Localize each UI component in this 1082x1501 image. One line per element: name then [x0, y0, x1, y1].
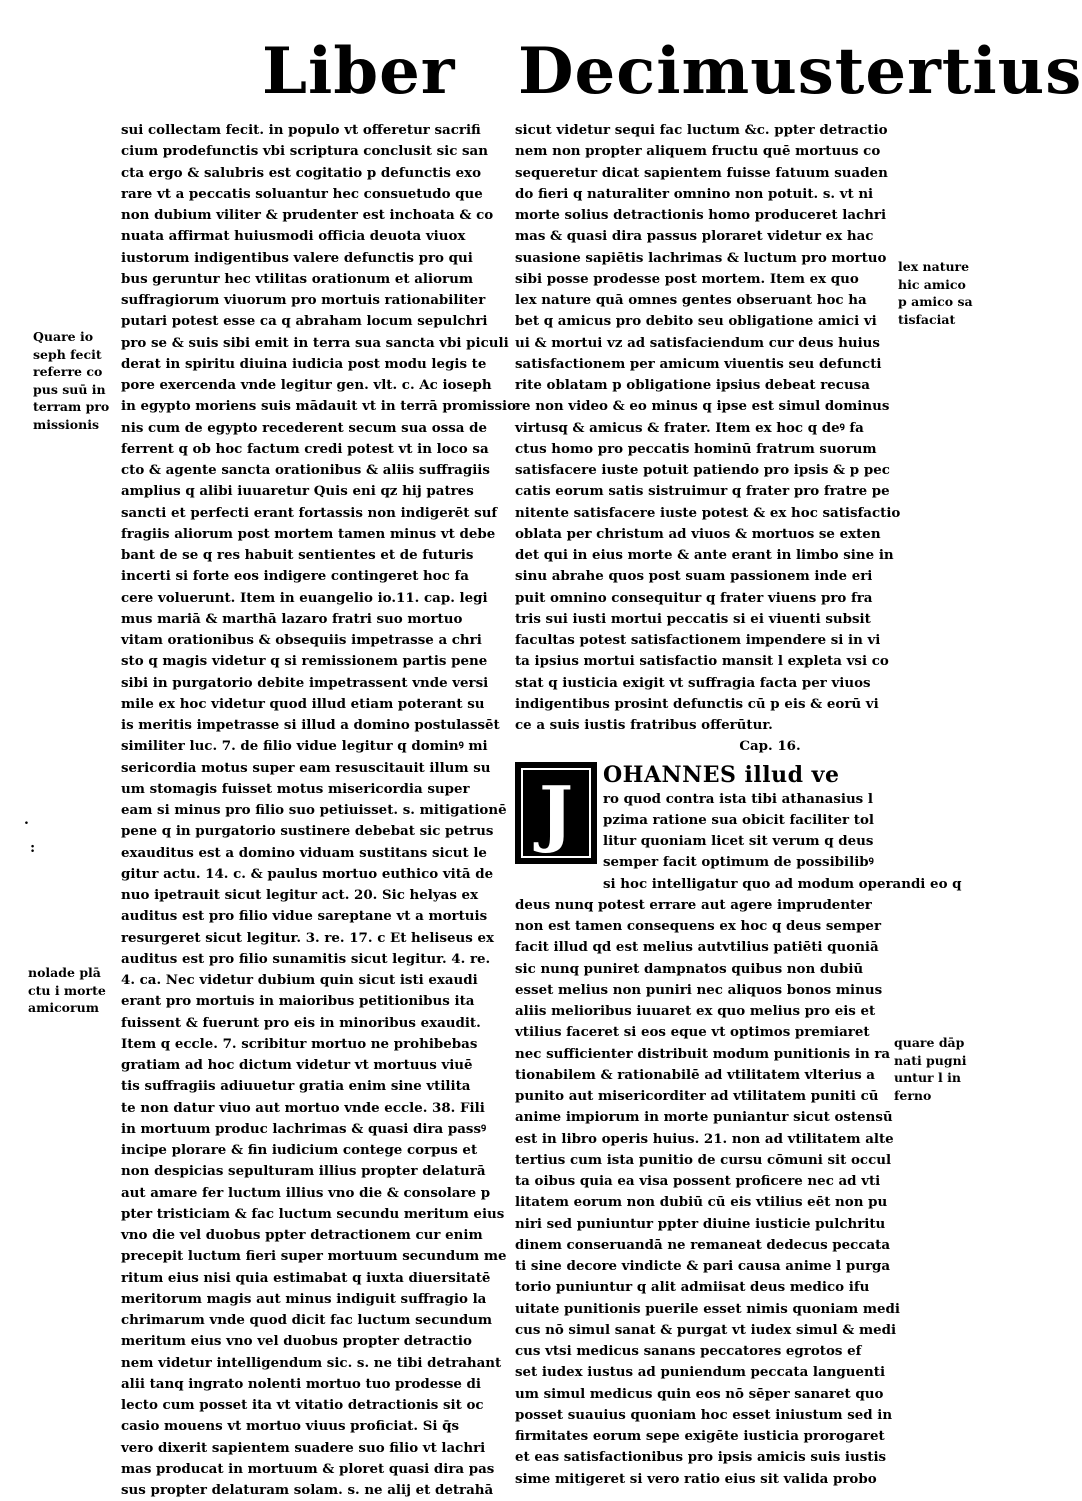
text-line: ui & mortui vz ad satisfaciendum cur deus huius: [515, 334, 880, 351]
text-line: cta ergo & salubris est cogitatio p defunctis exo: [121, 164, 482, 181]
text-line: missionis: [33, 416, 100, 432]
text-line: amicorum: [28, 1000, 99, 1015]
text-line: nem non propter aliquem fructu quē mortuus co: [515, 143, 881, 160]
text-line: pore exercenda vnde legitur gen. vlt. c. Ac ioseph: [121, 377, 492, 393]
text-line: sime mitigeret si vero ratio eius sit valida probo: [515, 1470, 877, 1487]
text-line: lecto cum posset ita vt vitatio detractionis sit oc: [121, 1397, 484, 1413]
text-line: litatem eorum non dubiū cū eis vtilius eēt non pu: [515, 1194, 888, 1211]
text-line: sancti et perfecti erant fortassis non indigerēt suf: [121, 504, 498, 521]
text-line: sinu abrahe quos post suam passionem inde eri: [515, 568, 873, 585]
text-line: sibi posse prodesse post mortem. Item ex quo: [515, 270, 859, 287]
text-line: tris sui iusti mortui peccatis si ei viuenti subsit: [515, 610, 871, 627]
text-line: litur quoniam licet sit verum q deus: [603, 833, 874, 849]
text-line: est in libro operis huius. 21. non ad vtilitatem alte: [515, 1130, 894, 1147]
text-line: ctu i morte: [28, 982, 106, 998]
text-line: firmitates eorum sepe exigēte iusticia prorogaret: [515, 1428, 885, 1444]
text-line: referre co: [33, 364, 103, 379]
text-line: uitate punitionis puerile esset nimis quoniam medi: [515, 1300, 900, 1317]
text-line: nuo ipetrauit sicut legitur act. 20. Sic helyas ex: [121, 887, 479, 903]
text-line: bant de se q res habuit sentientes et de futuris: [121, 547, 474, 563]
text-line: virtusq & amicus & frater. Item ex hoc q deꝰ fa: [515, 419, 864, 436]
text-line: p amico sa: [898, 294, 973, 309]
text-line: bet q amicus pro debito seu obligatione amici vi: [515, 313, 877, 330]
text-line: det qui in eius morte & ante erant in limbo sine in: [515, 547, 894, 563]
text-line: fragiis aliorum post mortem tamen minus vt debe: [121, 525, 496, 542]
text-line: ritum eius nisi quia estimabat q iuxta diuersitatē: [121, 1269, 491, 1286]
text-line: re non video & eo minus q ipse est simul dominus: [515, 398, 890, 415]
initial-adjacent-lines: [603, 762, 962, 895]
text-line: niri sed puniuntur ppter diuine iusticie pulchritu: [515, 1215, 886, 1232]
text-line: vitam orationibus & obsequiis impetrasse a chri: [121, 632, 482, 648]
text-line: sto q magis videtur q si remissionem partis pene: [121, 653, 488, 670]
text-line: auditus est pro filio vidue sareptane vt a mortuis: [121, 908, 488, 925]
text-line: Quare io: [33, 329, 94, 344]
text-line: tis suffragiis adiuuetur gratia enim sine vtilita: [121, 1078, 471, 1095]
text-line: torio puniuntur q alit admiisat deus medico ifu: [515, 1279, 870, 1296]
text-line: sequeretur dicat sapientem fuisse fatuum suaden: [515, 164, 888, 181]
text-line: et eas satisfactionibus pro ipsis amicis suis iustis: [515, 1449, 887, 1466]
text-line: non est tamen consequens ex hoc q deus semper: [515, 918, 882, 934]
text-line: satisfacere iuste potuit patiendo pro ipsis & p pec: [515, 462, 890, 478]
text-line: pus suū in: [33, 381, 106, 397]
running-head-left: Liber: [262, 34, 456, 109]
text-line: sicut videtur sequi fac luctum &c. ppter detractio: [515, 122, 888, 138]
text-line: lex nature quā omnes gentes obseruant hoc ha: [515, 292, 867, 308]
text-line: nitente satisfacere iuste potest & ex hoc satisfactio: [515, 504, 901, 521]
text-line: cere voluerunt. Item in euangelio io.11. cap. legi: [121, 589, 488, 606]
text-line: aut amare fer luctum illius vno die & consolare p: [121, 1184, 491, 1201]
text-line: hic amico: [898, 276, 966, 292]
text-line: cus vtsi medicus sanans peccatores egrotos ef: [515, 1343, 862, 1359]
text-line: ta ipsius mortui satisfactio mansit l expleta vsi co: [515, 653, 889, 670]
text-line: puit omnino consequitur q frater viuens pro fra: [515, 589, 873, 606]
text-line: incipe plorare & fin iudicium contege corpus et: [121, 1142, 478, 1158]
text-line: meritum eius vno vel duobus propter detractio: [121, 1333, 472, 1350]
text-line: ti sine decore vindicte & pari causa anime l purga: [515, 1258, 891, 1274]
text-line: nem videtur intelligendum sic. s. ne tibi detrahant: [121, 1354, 502, 1371]
text-line: esset melius non puniri nec aliquos bonos minus: [515, 981, 883, 998]
text-line: pene q in purgatorio sustinere debebat sic petrus: [121, 823, 494, 840]
text-line: nec sufficienter distribuit modum punitionis in ra: [515, 1045, 891, 1062]
text-line: facultas potest satisfactionem impendere si in vi: [515, 632, 881, 648]
text-line: untur l in: [894, 1070, 961, 1085]
text-line: incerti si forte eos indigere contingeret hoc fa: [121, 568, 469, 585]
text-line: tertius cum ista punitio de cursu cōmuni sit occul: [515, 1151, 892, 1168]
text-line: vno die vel duobus ppter detractionem cur enim: [121, 1227, 483, 1243]
text-line: deus nunq potest errare aut agere imprudenter: [515, 896, 872, 913]
text-line: um stomagis fuisset motus misericordia super: [121, 780, 470, 797]
text-line: aliis melioribus iuuaret ex quo melius pro eis et: [515, 1003, 876, 1019]
text-line: suasione sapiētis lachrimas & luctum pro mortuo: [515, 249, 887, 266]
text-line: is meritis impetrasse si illud a domino postulassēt: [121, 717, 500, 733]
right-column-top-text: [515, 120, 901, 736]
decorated-initial: J: [515, 762, 597, 864]
text-line: sic nunq puniret dampnatos quibus non dubiū: [515, 960, 864, 977]
text-line: 4. ca. Nec videtur dubium quin sicut isti exaudi: [121, 972, 478, 988]
text-line: pter tristiciam & fac luctum secundu meritum eius: [121, 1205, 505, 1222]
text-line: indigentibus prosint defunctis cū p eis & eorū vi: [515, 695, 879, 712]
text-line: ta oibus quia ea visa possent proficere nec ad vti: [515, 1173, 881, 1189]
text-line: cto & agente sancta orationibus & aliis suffragiis: [121, 462, 490, 478]
text-line: ctus homo pro peccatis hominū fratrum suorum: [515, 440, 877, 457]
text-line: vero dixerit sapientem suadere suo filio vt lachri: [121, 1439, 486, 1456]
text-line: nuata affirmat huiusmodi officia deuota viuox: [121, 228, 466, 245]
text-line: ce a suis iustis fratribus offerūtur.: [515, 717, 773, 733]
text-line: erant pro mortuis in maioribus petitionibus ita: [121, 993, 475, 1010]
text-line: vtilius faceret si eos eque vt optimos premiaret: [515, 1024, 870, 1041]
text-line: bus geruntur hec vtilitas orationum et aliorum: [121, 270, 473, 287]
text-line: fuissent & fuerunt pro eis in minoribus exaudit.: [121, 1014, 481, 1031]
text-line: in egypto moriens suis mādauit vt in terrā promissio: [121, 398, 517, 415]
text-line: morte solius detractionis homo produceret lachri: [515, 207, 887, 223]
text-line: catis eorum satis sistruimur q frater pro fratre pe: [515, 483, 890, 500]
text-line: te non datur viuo aut mortuo vnde eccle. 38. Fili: [121, 1099, 485, 1116]
marginal-note-right-1: [898, 258, 973, 328]
margin-mark: .: [24, 812, 29, 828]
marginal-note-left-2: [28, 964, 106, 1017]
text-line: exauditus est a domino viduam sustitans sicut le: [121, 844, 487, 861]
text-line: dinem conseruandā ne remaneat dedecus peccata: [515, 1236, 891, 1253]
text-line: terram pro: [33, 399, 110, 414]
text-line: resurgeret sicut legitur. 3. re. 17. c Et heliseus ex: [121, 929, 494, 946]
text-line: non despicias sepulturam illius propter delaturā: [121, 1163, 486, 1180]
chapter-opening: [515, 761, 962, 895]
text-line: sui collectam fecit. in populo vt offeretur sacrifi: [121, 122, 481, 138]
text-line: Item q eccle. 7. scribitur mortuo ne prohibebas: [121, 1035, 478, 1052]
right-column-bottom-text: [515, 895, 900, 1490]
text-line: chrimarum vnde quod dicit fac luctum secundum: [121, 1312, 493, 1328]
running-head-right: Decimustertius: [518, 34, 1082, 109]
text-line: eam si minus pro filio suo petiuisset. s. mitigationē: [121, 802, 507, 818]
text-line: do fieri q naturaliter omnino non potuit. s. vt ni: [515, 185, 874, 202]
text-line: cium prodefunctis vbi scriptura conclusit sic san: [121, 143, 488, 160]
text-line: ferno: [894, 1087, 932, 1103]
text-line: sus propter delaturam solam. s. ne alij et detrahā: [121, 1482, 494, 1498]
text-line: pzima ratione sua obicit faciliter tol: [603, 811, 874, 828]
text-line: cus nō simul sanat & purgat vt iudex simul & medi: [515, 1321, 897, 1338]
text-line: seph fecit: [33, 346, 102, 362]
text-line: rite oblatam p obligatione ipsius debeat recusa: [515, 377, 870, 393]
text-line: facit illud qd est melius autvtilius patiēti quoniā: [515, 939, 879, 956]
margin-mark: :: [30, 840, 36, 856]
text-line: oblata per christum ad viuos & mortuos se exten: [515, 525, 881, 542]
text-line: non dubium viliter & prudenter est inchoata & co: [121, 207, 494, 223]
text-line: iustorum indigentibus valere defunctis pro qui: [121, 249, 473, 266]
text-line: amplius q alibi iuuaretur Quis eni qz hij patres: [121, 483, 474, 500]
text-line: semper facit optimum de possibilibꝰ: [603, 854, 874, 871]
marginal-note-right-2: [894, 1034, 966, 1104]
text-line: OHANNES illud ve: [603, 761, 840, 788]
text-line: in mortuum produc lachrimas & quasi dira passꝰ: [121, 1120, 487, 1137]
text-line: sericordia motus super eam resuscitauit illum su: [121, 759, 491, 776]
text-line: um simul medicus quin eos nō sēper sanaret quo: [515, 1385, 884, 1402]
text-line: pro se & suis sibi emit in terra sua sancta vbi piculi: [121, 334, 509, 351]
text-line: rare vt a peccatis soluantur hec consuetudo que: [121, 185, 483, 202]
text-line: lex nature: [898, 259, 970, 274]
text-line: precepit luctum fieri super mortuum secundum me: [121, 1248, 507, 1265]
text-line: gitur actu. 14. c. & paulus mortuo euthico vitā de: [121, 865, 494, 882]
text-line: stat q iusticia exigit vt suffragia facta per viuos: [515, 674, 871, 691]
text-line: mile ex hoc videtur quod illud etiam poterant su: [121, 695, 485, 712]
text-line: suffragiorum viuorum pro mortuis rationabiliter: [121, 292, 486, 308]
text-line: si hoc intelligatur quo ad modum operandi eo q: [603, 875, 962, 892]
text-line: nis cum de egypto recederent secum sua ossa de: [121, 419, 487, 436]
text-line: punito aut misericorditer ad vtilitatem puniti cū: [515, 1088, 879, 1104]
text-line: putari potest esse ca q abraham locum sepulchri: [121, 313, 488, 330]
text-line: similiter luc. 7. de filio vidue legitur q dominꝰ mi: [121, 738, 488, 755]
text-line: nolade plā: [28, 965, 101, 980]
text-line: mas producat in mortuum & ploret quasi dira pas: [121, 1460, 495, 1477]
text-line: posset suauius quoniam hoc esset iniustum sed in: [515, 1406, 893, 1423]
text-line: casio mouens vt mortuo viuus proficiat. Si q̄s: [121, 1418, 460, 1435]
text-line: alii tanq ingrato nolenti mortuo tuo prodesse di: [121, 1375, 481, 1392]
text-line: sibi in purgatorio debite impetrassent vnde versi: [121, 674, 489, 691]
chapter-heading: Cap. 16.: [739, 738, 801, 755]
text-line: tisfaciat: [898, 311, 956, 327]
text-column-left: [121, 120, 517, 1501]
text-line: satisfactionem per amicum viuentis seu defuncti: [515, 355, 882, 372]
text-line: quare dāp: [894, 1035, 965, 1050]
text-line: auditus est pro filio sunamitis sicut legitur. 4. re.: [121, 950, 491, 967]
text-line: meritorum magis aut minus indiguit suffragio la: [121, 1290, 487, 1307]
text-line: nati pugni: [894, 1052, 967, 1068]
text-line: derat in spiritu diuina iudicia post modu legis te: [121, 355, 487, 372]
text-line: ro quod contra ista tibi athanasius l: [603, 790, 873, 807]
marginal-note-left-1: [33, 328, 109, 433]
text-line: gratiam ad hoc dictum videtur vt mortuus viuē: [121, 1057, 473, 1073]
text-line: tionabilem & rationabilē ad vtilitatem vlterius a: [515, 1066, 875, 1083]
text-line: mus mariā & marthā lazaro fratri suo mortuo: [121, 610, 463, 627]
text-line: set iudex iustus ad puniendum peccata languenti: [515, 1364, 886, 1381]
text-line: anime impiorum in morte puniantur sicut ostensū: [515, 1109, 893, 1126]
text-line: ferrent q ob hoc factum credi potest vt in loco sa: [121, 440, 489, 457]
text-line: mas & quasi dira passus ploraret videtur ex hac: [515, 228, 874, 245]
